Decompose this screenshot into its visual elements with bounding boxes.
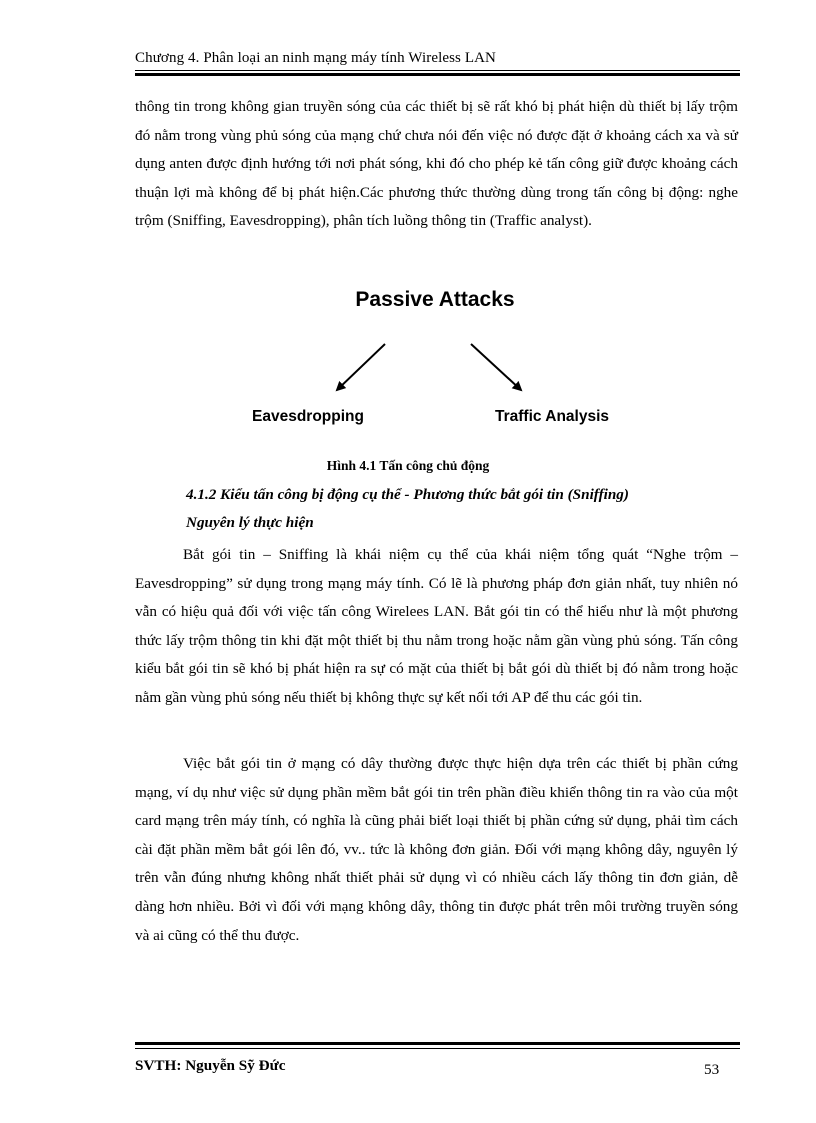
footer-rule-thick xyxy=(135,1042,740,1045)
diagram-eavesdropping-label: Eavesdropping xyxy=(252,408,364,425)
arrow-left-icon xyxy=(337,344,385,390)
arrow-right-icon xyxy=(471,344,521,390)
chapter-title: Chương 4. Phân loại an ninh mạng máy tính Wireless LAN xyxy=(135,50,496,66)
footer-rule-thin xyxy=(135,1048,740,1049)
header-rule-thick xyxy=(135,73,740,76)
page-number: 53 xyxy=(704,1061,720,1078)
section-subheading: Nguyên lý thực hiện xyxy=(186,514,314,531)
section-heading: 4.1.2 Kiểu tấn công bị động cụ thể - Phương thức bắt gói tin (Sniffing) xyxy=(186,486,629,503)
passive-attacks-diagram xyxy=(240,284,640,434)
header-rule-thin xyxy=(135,70,740,71)
sniffing-paragraph-2: Việc bắt gói tin ở mạng có dây thường được thực hiện dựa trên các thiết bị phần cứng mạng, ví dụ như việc sử dụng phần mềm bắt gói tin trên phần điều khiển thông tin ra vào của một card mạng trên máy tính, có nghĩa là cũng phải biết loại thiết bị phần cứng sử dụng, phải tìm cách cài đặt phần mềm bắt gói lên đó, vv.. tức là không đơn giản. Đối với mạng không dây, nguyên lý trên vẫn đúng nhưng không nhất thiết phải sử dụng vì có nhiều cách lấy thông tin đơn giản, dễ dàng hơn nhiều. Bởi vì đối với mạng không dây, thông tin được phát trên môi trường truyền sóng và ai cũng có thể thu được. xyxy=(135,755,738,944)
diagram-title: Passive Attacks xyxy=(355,288,515,311)
sniffing-paragraph-1: Bắt gói tin – Sniffing là khái niệm cụ thể của khái niệm tổng quát “Nghe trộm – Eavesdropping” sử dụng trong mạng máy tính. Có lẽ là phương pháp đơn giản nhất, tuy nhiên nó vẫn có hiệu quả đối với việc tấn công Wirelees LAN. Bắt gói tin có thể hiểu như là một phương thức lấy trộm thông tin khi đặt một thiết bị thu nằm trong hoặc nằm gần vùng phủ sóng. Tấn công kiểu bắt gói tin sẽ khó bị phát hiện ra sự có mặt của thiết bị bắt gói dù thiết bị đó nằm trong hoặc nằm gần vùng phủ sóng nếu thiết bị không thực sự kết nối tới AP để thu các gói tin. xyxy=(135,546,738,706)
footer-author: SVTH: Nguyễn Sỹ Đức xyxy=(135,1057,286,1074)
diagram-traffic-analysis-label: Traffic Analysis xyxy=(495,408,610,425)
figure-caption: Hình 4.1 Tấn công chủ động xyxy=(326,458,490,473)
intro-paragraph: thông tin trong không gian truyền sóng của các thiết bị sẽ rất khó bị phát hiện dù thiết bị lấy trộm đó nằm trong vùng phủ sóng của mạng chứ chưa nói đến việc nó được đặt ở khoảng cách xa và sử dụng anten được định hướng tới nơi phát sóng, khi đó cho phép kẻ tấn công giữ được khoảng cách thuận lợi mà không để bị phát hiện.Các phương thức thường dùng trong tấn công bị động: nghe trộm (Sniffing, Eavesdropping), phân tích luồng thông tin (Traffic analyst). xyxy=(135,98,738,230)
